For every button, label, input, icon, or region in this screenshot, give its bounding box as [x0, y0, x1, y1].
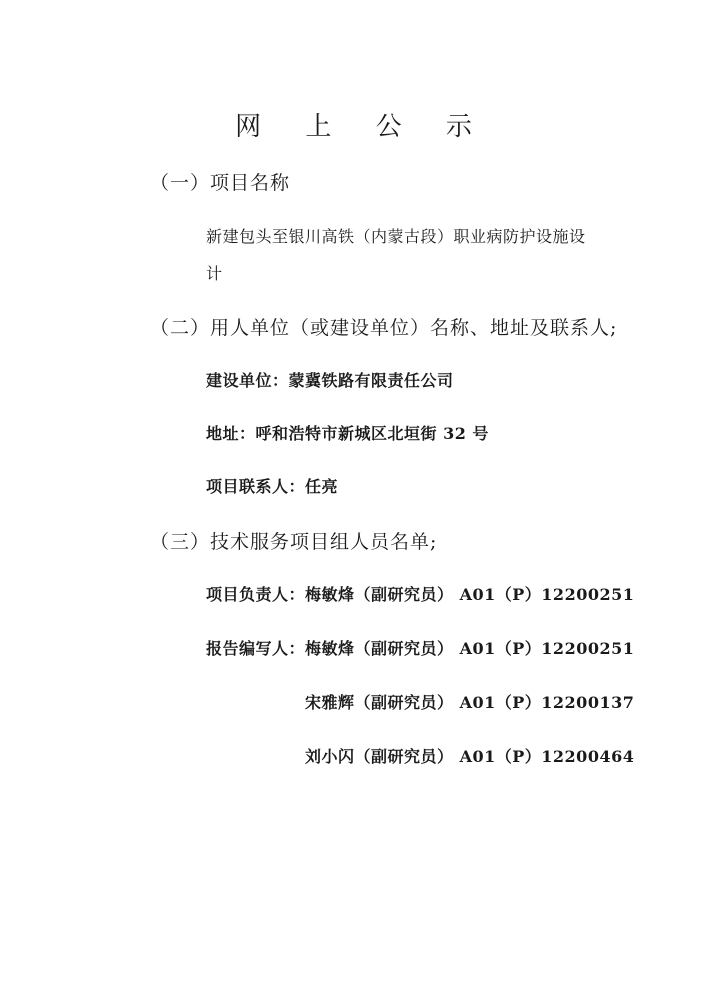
- contact-person: 项目联系人：任亮: [206, 477, 339, 496]
- page-title: 网 上 公 示: [235, 112, 490, 142]
- project-name-line-1: 新建包头至银川高铁（内蒙古段）职业病防护设施设: [206, 227, 586, 246]
- section-heading-employer: （二）用人单位（或建设单位）名称、地址及联系人;: [150, 317, 618, 339]
- staff-entry: 刘小闪（副研究员） A01（P）12200464: [305, 747, 635, 766]
- address: 地址：呼和浩特市新城区北垣街 32 号: [206, 424, 489, 443]
- staff-row: [206, 636, 634, 659]
- staff-entry: 梅敏烽（副研究员） A01（P）12200251: [305, 639, 635, 658]
- section-heading-staff: （三）技术服务项目组人员名单;: [150, 531, 438, 553]
- section-heading-project-name: （一）项目名称: [150, 172, 291, 194]
- staff-row: [305, 744, 634, 767]
- staff-row: [305, 690, 634, 713]
- staff-role: 报告编写人：: [206, 639, 306, 658]
- staff-row: [206, 582, 634, 605]
- staff-role: 项目负责人：: [206, 585, 306, 604]
- staff-entry: 梅敏烽（副研究员） A01（P）12200251: [305, 585, 635, 604]
- construction-unit: 建设单位：蒙冀铁路有限责任公司: [206, 371, 454, 390]
- project-name-line-2: 计: [206, 264, 223, 283]
- staff-entry: 宋雅辉（副研究员） A01（P）12200137: [305, 693, 635, 712]
